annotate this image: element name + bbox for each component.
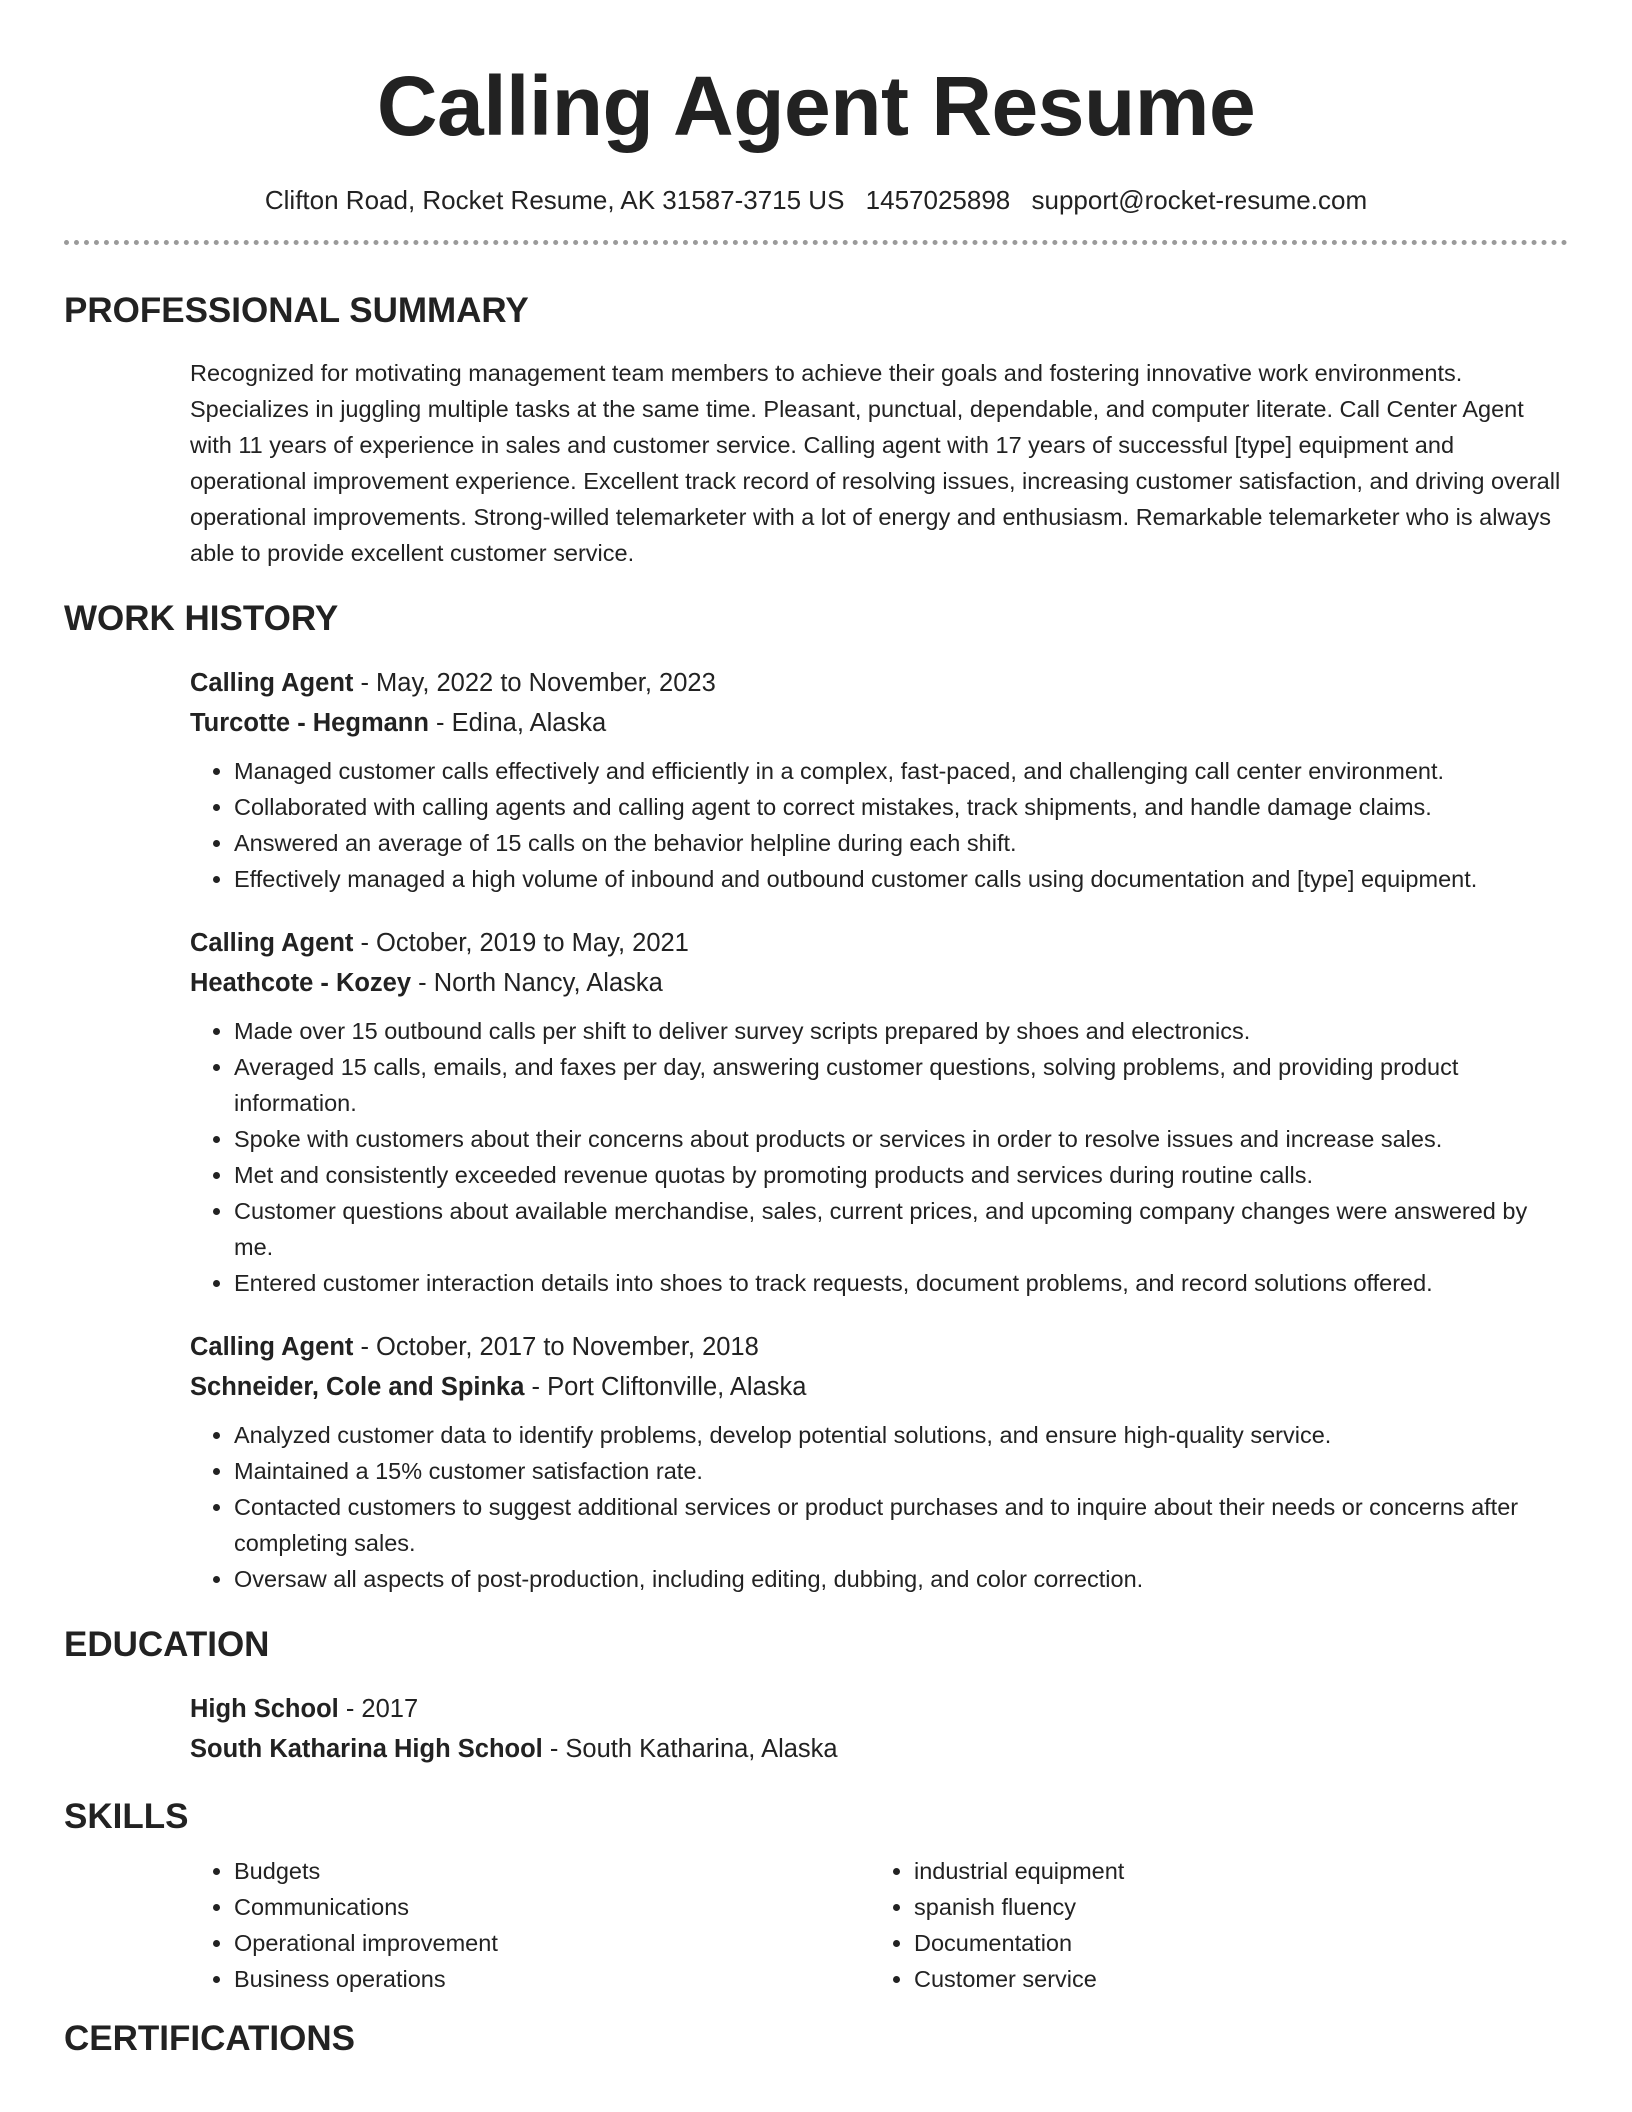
education-heading: EDUCATION xyxy=(64,1625,270,1664)
education-entry xyxy=(190,1689,1568,1769)
contact-line xyxy=(64,182,1568,218)
job-company-line xyxy=(190,963,1568,1003)
contact-email: support@rocket-resume.com xyxy=(1031,185,1368,215)
job-bullet: • Oversaw all aspects of post-production, including editing, dubbing, and color correction. xyxy=(234,1561,1568,1597)
job-bullet: • Contacted customers to suggest additional services or product purchases and to inquire about their needs or concerns after completing sales. xyxy=(234,1489,1568,1561)
certifications-heading: CERTIFICATIONS xyxy=(64,2019,356,2058)
job-location: - North Nancy, Alaska xyxy=(411,969,663,997)
job-company-line xyxy=(190,1367,1568,1407)
skill-item: • Operational improvement xyxy=(234,1925,870,1961)
job-bullet: • Analyzed customer data to identify problems, develop potential solutions, and ensure high-quality service. xyxy=(234,1417,1568,1453)
skills-grid xyxy=(190,1853,1568,1997)
job-company: Turcotte - Hegmann xyxy=(190,709,429,737)
skill-item: • Communications xyxy=(234,1889,870,1925)
skill-item: • Business operations xyxy=(234,1961,870,1997)
job-entry xyxy=(190,663,1568,897)
summary-heading: PROFESSIONAL SUMMARY xyxy=(64,291,529,330)
education-year: - 2017 xyxy=(338,1695,419,1723)
page-title: Calling Agent Resume xyxy=(376,59,1256,153)
skills-column-left xyxy=(190,1853,870,1997)
job-company-line xyxy=(190,703,1568,743)
job-company: Schneider, Cole and Spinka xyxy=(190,1373,525,1401)
job-bullet: • Customer questions about available merchandise, sales, current prices, and upcoming company changes were answered by me. xyxy=(234,1193,1568,1265)
job-role-line xyxy=(190,923,1568,963)
job-bullet: • Effectively managed a high volume of inbound and outbound customer calls using documentation and [type] equipment. xyxy=(234,861,1568,897)
job-bullet: • Answered an average of 15 calls on the behavior helpline during each shift. xyxy=(234,825,1568,861)
job-dates: - October, 2019 to May, 2021 xyxy=(353,929,689,957)
job-dates: - May, 2022 to November, 2023 xyxy=(353,669,716,697)
job-role: Calling Agent xyxy=(190,1333,354,1361)
job-bullet: • Collaborated with calling agents and calling agent to correct mistakes, track shipments, and handle damage claims. xyxy=(234,789,1568,825)
job-bullet: • Entered customer interaction details into shoes to track requests, document problems, and record solutions offered. xyxy=(234,1265,1568,1301)
skill-item: • spanish fluency xyxy=(914,1889,1514,1925)
job-bullet: • Met and consistently exceeded revenue quotas by promoting products and services during routine calls. xyxy=(234,1157,1568,1193)
skill-item: • Customer service xyxy=(914,1961,1514,1997)
job-entry xyxy=(190,923,1568,1301)
job-bullet: • Maintained a 15% customer satisfaction rate. xyxy=(234,1453,1568,1489)
skills-heading: SKILLS xyxy=(64,1797,189,1836)
job-bullets xyxy=(190,1417,1568,1597)
contact-phone: 1457025898 xyxy=(865,185,1011,215)
job-company: Heathcote - Kozey xyxy=(190,969,412,997)
education-degree-line xyxy=(190,1689,1568,1729)
job-role: Calling Agent xyxy=(190,669,354,697)
job-role: Calling Agent xyxy=(190,929,354,957)
education-school-line xyxy=(190,1729,1568,1769)
education-degree: High School xyxy=(190,1695,339,1723)
skill-item: • Budgets xyxy=(234,1853,870,1889)
skill-item: • Documentation xyxy=(914,1925,1514,1961)
work-history-heading: WORK HISTORY xyxy=(64,599,339,638)
job-location: - Edina, Alaska xyxy=(428,709,607,737)
contact-address: Clifton Road, Rocket Resume, AK 31587-3715 US xyxy=(264,185,845,215)
job-role-line xyxy=(190,663,1568,703)
resume-page xyxy=(64,0,1568,2061)
summary-text: Recognized for motivating management team members to achieve their goals and fostering innovative work environments. Specializes in juggling multiple tasks at the same time. Pleasant, punctual, dependable, and computer literate. Call Center Agent with 11 years of experience in sales and customer service. Calling agent with 17 years of successful [type] equipment and operational improvement experience. Excellent track record of resolving issues, increasing customer satisfaction, and driving overall operational improvements. Strong-willed telemarketer with a lot of energy and enthusiasm. Remarkable telemarketer who is always able to provide excellent customer service. xyxy=(190,360,1561,566)
header-divider xyxy=(64,240,1568,245)
job-bullets xyxy=(190,753,1568,897)
skills-column-right xyxy=(870,1853,1514,1997)
skill-item: • industrial equipment xyxy=(914,1853,1514,1889)
job-dates: - October, 2017 to November, 2018 xyxy=(353,1333,759,1361)
education-school: South Katharina High School xyxy=(190,1735,543,1763)
job-role-line xyxy=(190,1327,1568,1367)
job-entry xyxy=(190,1327,1568,1597)
job-bullets xyxy=(190,1013,1568,1301)
job-bullet: • Spoke with customers about their concerns about products or services in order to resolve issues and increase sales. xyxy=(234,1121,1568,1157)
job-bullet: • Averaged 15 calls, emails, and faxes per day, answering customer questions, solving problems, and providing product information. xyxy=(234,1049,1568,1121)
education-location: - South Katharina, Alaska xyxy=(542,1735,838,1763)
job-bullet: • Managed customer calls effectively and efficiently in a complex, fast-paced, and challenging call center environment. xyxy=(234,753,1568,789)
job-location: - Port Cliftonville, Alaska xyxy=(524,1373,807,1401)
job-bullet: • Made over 15 outbound calls per shift to deliver survey scripts prepared by shoes and electronics. xyxy=(234,1013,1568,1049)
